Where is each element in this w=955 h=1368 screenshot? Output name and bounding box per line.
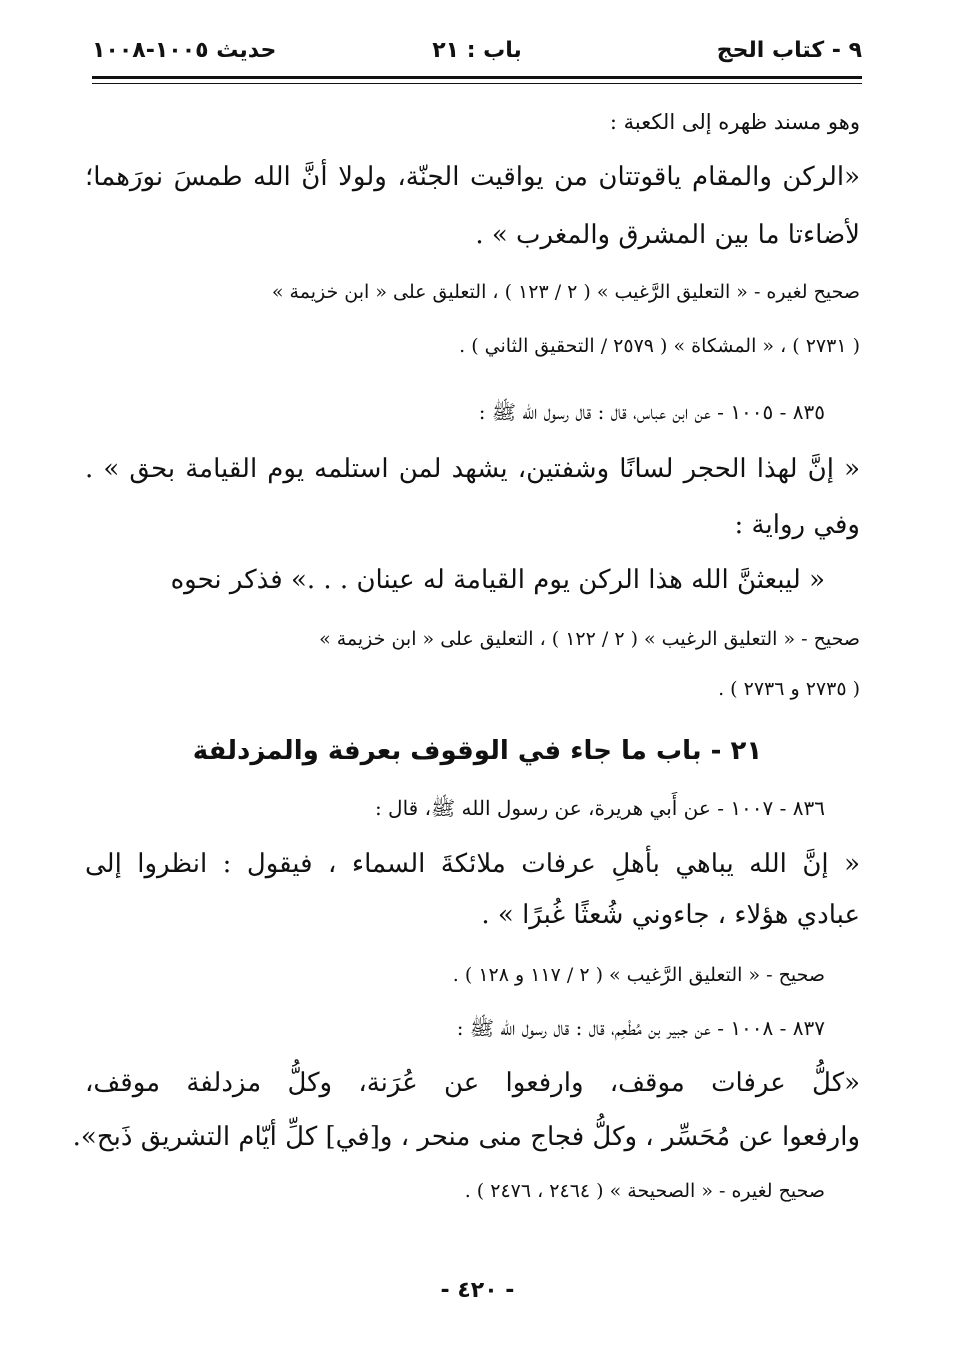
hadith-heading: ٨٣٥ - ١٠٠٥ - عن ابن عباس، قال : قال رسول الله ﷺ : [478, 400, 825, 424]
grading-line: ( ٢٧٣١ ) ، « المشكاة » ( ٢٥٧٩ / التحقيق الثاني ) . [459, 335, 860, 357]
hadith-text-line: «كلُّ عرفات موقف، وارفعوا عن عُرَنة، وكلُّ مزدلفة موقف، [85, 1068, 860, 1098]
page-number: - ٤٢٠ - [440, 1278, 515, 1303]
intro-line: وهو مسند ظهره إلى الكعبة : [609, 110, 860, 134]
running-header [92, 28, 862, 72]
header-book-title: ٩ - كتاب الحج [716, 37, 862, 63]
header-hadith-range: حديث ١٠٠٥-١٠٠٨ [92, 37, 277, 63]
header-rule-thick [92, 76, 862, 79]
grading-line: صحيح - « التعليق الرَّغيب » ( ٢ / ١١٧ و ١٢٨ ) . [452, 964, 825, 986]
grading-line: صحيح لغيره - « الصحيحة » ( ٢٤٦٤ ، ٢٤٧٦ ) . [464, 1180, 825, 1202]
hadith-text-line: « ليبعثنَّ الله هذا الركن يوم القيامة له عينان . . .» فذكر نحوه [170, 565, 825, 595]
hadith-text-line: «الركن والمقام ياقوتتان من يواقيت الجنّة، ولولا أنَّ الله طمسَ نورَهما؛ [85, 162, 860, 192]
narration-note: وفي رواية : [734, 510, 860, 540]
hadith-heading: ٨٣٧ - ١٠٠٨ - عن جبير بن مُطْعِم، قال : قال رسول الله ﷺ : [456, 1016, 825, 1040]
grading-line: ( ٢٧٣٥ و ٢٧٣٦ ) . [718, 678, 860, 700]
chapter-title: ٢١ - باب ما جاء في الوقوف بعرفة والمزدلفة [192, 736, 763, 766]
hadith-text-line: عبادي هؤلاء ، جاءوني شُعثًا غُبرًا » . [481, 900, 860, 930]
grading-line: صحيح - « التعليق الرغيب » ( ٢ / ١٢٢ ) ، التعليق على « ابن خزيمة » [319, 628, 860, 650]
header-chapter: باب : ٢١ [432, 37, 522, 63]
header-rule-thin [92, 83, 862, 84]
hadith-text-line: « إنَّ الله يباهي بأهلِ عرفات ملائكةَ السماء ، فيقول : انظروا إلى [85, 849, 860, 879]
hadith-text-line: « إنَّ لهذا الحجر لسانًا وشفتين، يشهد لمن استلمه يوم القيامة بحق » . [85, 454, 860, 484]
hadith-text-line: لأضاءتا ما بين المشرق والمغرب » . [475, 220, 860, 250]
grading-line: صحيح لغيره - « التعليق الرَّغيب » ( ٢ / ١٢٣ ) ، التعليق على « ابن خزيمة » [271, 281, 860, 303]
hadith-heading: ٨٣٦ - ١٠٠٧ - عن أَبي هريرة، عن رسول الله ﷺ، قال : [374, 796, 825, 820]
hadith-text-line: وارفعوا عن مُحَسِّر ، وكلُّ فجاج منى منحر ، و[في] كلِّ أيّام التشريق ذَبح». [72, 1122, 860, 1152]
